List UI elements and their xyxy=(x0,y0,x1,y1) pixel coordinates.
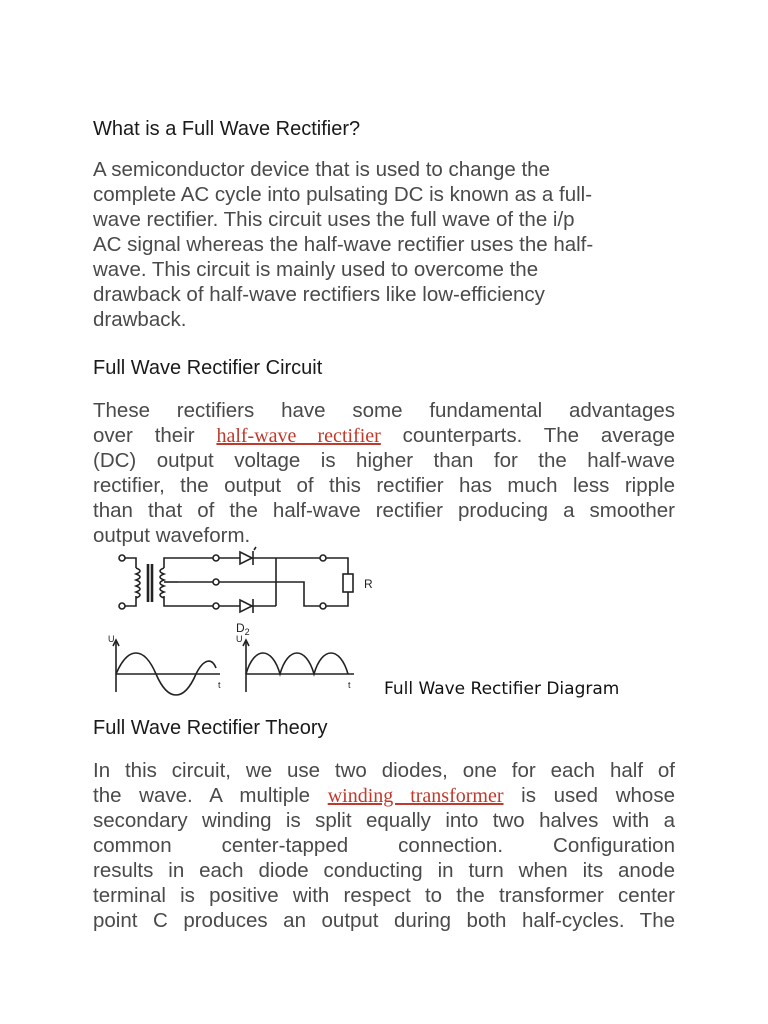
para3-line-2-start: the wave. A multiple xyxy=(93,784,311,807)
resistor-label: R xyxy=(364,577,373,591)
para3-line-6: terminal is positive with respect to the transformer center xyxy=(93,884,675,907)
diode-d1 xyxy=(219,547,276,565)
para3-line-2 xyxy=(93,783,675,808)
half-wave-rectifier-link[interactable]: half-wave rectifier xyxy=(216,425,381,447)
para3-line-1: In this circuit, we use two diodes, one for each half of xyxy=(93,759,675,782)
paragraph-theory xyxy=(93,758,675,933)
para1-line-5: wave. This circuit is mainly used to overcome the xyxy=(93,258,539,281)
para1-line-3: wave rectifier. This circuit uses the full wave of the i/p xyxy=(93,208,575,231)
output-axis-t: t xyxy=(348,680,351,690)
para2-line-3: (DC) output voltage is higher than for the half-wave xyxy=(93,449,675,472)
heading-circuit: Full Wave Rectifier Circuit xyxy=(93,357,323,379)
secondary-coil xyxy=(160,568,164,598)
para3-line-3: secondary winding is split equally into two halves with a xyxy=(93,809,675,832)
heading-what-is: What is a Full Wave Rectifier? xyxy=(93,118,361,140)
para2-line-2 xyxy=(93,423,675,448)
diagram-caption: Full Wave Rectifier Diagram xyxy=(384,679,620,699)
para3-line-2-end: is used whose xyxy=(521,784,675,807)
secondary-leads xyxy=(164,555,219,609)
para2-line-6: output waveform. xyxy=(93,524,251,547)
paragraph-circuit xyxy=(93,398,675,548)
para2-line-2-end: counterparts. The average xyxy=(402,424,676,447)
para3-line-5: results in each diode conducting in turn when its anode xyxy=(93,859,675,882)
output-waveform-plot xyxy=(236,634,354,692)
input-waveform-plot xyxy=(108,634,221,695)
output-axis-u: U xyxy=(236,634,243,644)
para1-line-1: A semiconductor device that is used to change the xyxy=(93,158,550,181)
output-wiring xyxy=(219,555,348,609)
full-wave-rectifier-diagram xyxy=(108,546,388,698)
diode-d2 xyxy=(219,599,276,613)
paragraph-intro xyxy=(93,157,675,332)
para2-line-5: than that of the half-wave rectifier producing a smoother xyxy=(93,499,675,522)
para2-line-4: rectifier, the output of this rectifier has much less ripple xyxy=(93,474,675,497)
winding-transformer-link[interactable]: winding transformer xyxy=(327,785,504,807)
diode-letter: D xyxy=(236,621,245,635)
primary-coil xyxy=(136,568,140,598)
transformer-core xyxy=(148,564,152,602)
load-resistor xyxy=(343,574,353,592)
para1-line-2: complete AC cycle into pulsating DC is known as a full- xyxy=(93,183,593,206)
primary-input-terminals xyxy=(119,555,136,609)
para1-line-6: drawback of half-wave rectifiers like low-efficiency xyxy=(93,283,545,306)
para3-line-4: common center-tapped connection. Configuration xyxy=(93,834,675,857)
para1-line-7: drawback. xyxy=(93,308,187,331)
input-axis-t: t xyxy=(218,680,221,690)
heading-theory: Full Wave Rectifier Theory xyxy=(93,717,328,739)
rectified-wave xyxy=(246,653,348,674)
para3-line-7: point C produces an output during both half-cycles. The xyxy=(93,909,675,932)
para2-line-1: These rectifiers have some fundamental advantages xyxy=(93,399,675,422)
diode-subscript: 2 xyxy=(244,627,250,637)
input-axis-u: U xyxy=(108,634,115,644)
para2-line-2-start: over their xyxy=(93,424,195,447)
para1-line-4: AC signal whereas the half-wave rectifier uses the half- xyxy=(93,233,594,256)
